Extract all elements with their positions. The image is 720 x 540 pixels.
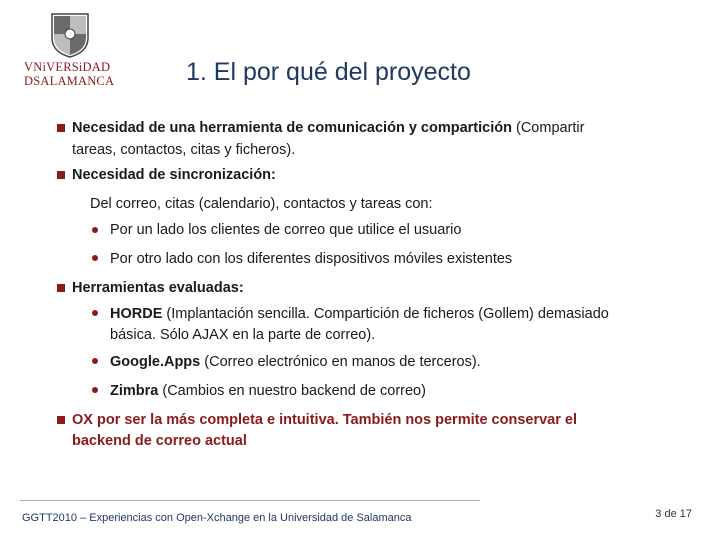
- footer-text: GGTT2010 – Experiencias con Open-Xchange en la Universidad de Salamanca: [22, 512, 412, 524]
- bullet-3-item-3-rest: (Cambios en nuestro backend de correo): [158, 383, 426, 399]
- bullet-dot-icon: [92, 310, 98, 316]
- bullet-2-item-1: Por un lado los clientes de correo que utilice el usuario: [110, 222, 462, 238]
- bullet-dot-icon: [92, 255, 98, 261]
- logo-line1: VNiVERSiDAD: [24, 60, 111, 74]
- bullet-3-item-2: [110, 352, 481, 373]
- page-number: 3 de 17: [655, 508, 692, 520]
- bullet-3-item-1-bold: HORDE: [110, 306, 163, 322]
- bullet-1: [72, 118, 584, 139]
- bullet-1-bold: Necesidad de una herramienta de comunicación y compartición: [72, 120, 512, 136]
- bullet-4-line2: backend de correo actual: [72, 433, 247, 449]
- bullet-2-item-2: Por otro lado con los diferentes dispositivos móviles existentes: [110, 251, 513, 267]
- bullet-1-rest: (Compartir: [511, 120, 585, 136]
- bullet-square-icon: [57, 284, 65, 292]
- bullet-dot-icon: [92, 227, 98, 233]
- bullet-3-item-2-bold: Google.Apps: [110, 354, 201, 370]
- bullet-1-line2: tareas, contactos, citas y ficheros).: [72, 142, 296, 158]
- footer-divider: [20, 500, 480, 501]
- bullet-2-sub: Del correo, citas (calendario), contactos y tareas con:: [90, 196, 433, 212]
- bullet-3-item-2-rest: (Correo electrónico en manos de terceros).: [200, 354, 481, 370]
- bullet-3-item-1: [110, 304, 609, 325]
- bullet-4-line1: OX por ser la más completa e intuitiva. También nos permite conservar el: [72, 412, 577, 428]
- bullet-square-icon: [57, 124, 65, 132]
- slide-title: 1. El por qué del proyecto: [186, 58, 471, 86]
- bullet-2: Necesidad de sincronización:: [72, 167, 276, 183]
- bullet-3-item-3-bold: Zimbra: [110, 383, 159, 399]
- logo-line2: DSALAMANCA: [24, 74, 115, 88]
- bullet-square-icon: [57, 171, 65, 179]
- bullet-3-item-1-line2: básica. Sólo AJAX en la parte de correo).: [110, 327, 376, 343]
- bullet-dot-icon: [92, 358, 98, 364]
- bullet-square-icon: [57, 416, 65, 424]
- bullet-3-item-3: [110, 381, 426, 402]
- bullet-3-item-1-rest: (Implantación sencilla. Compartición de ficheros (Gollem) demasiado: [162, 306, 609, 322]
- bullet-dot-icon: [92, 387, 98, 393]
- bullet-3: Herramientas evaluadas:: [72, 280, 244, 296]
